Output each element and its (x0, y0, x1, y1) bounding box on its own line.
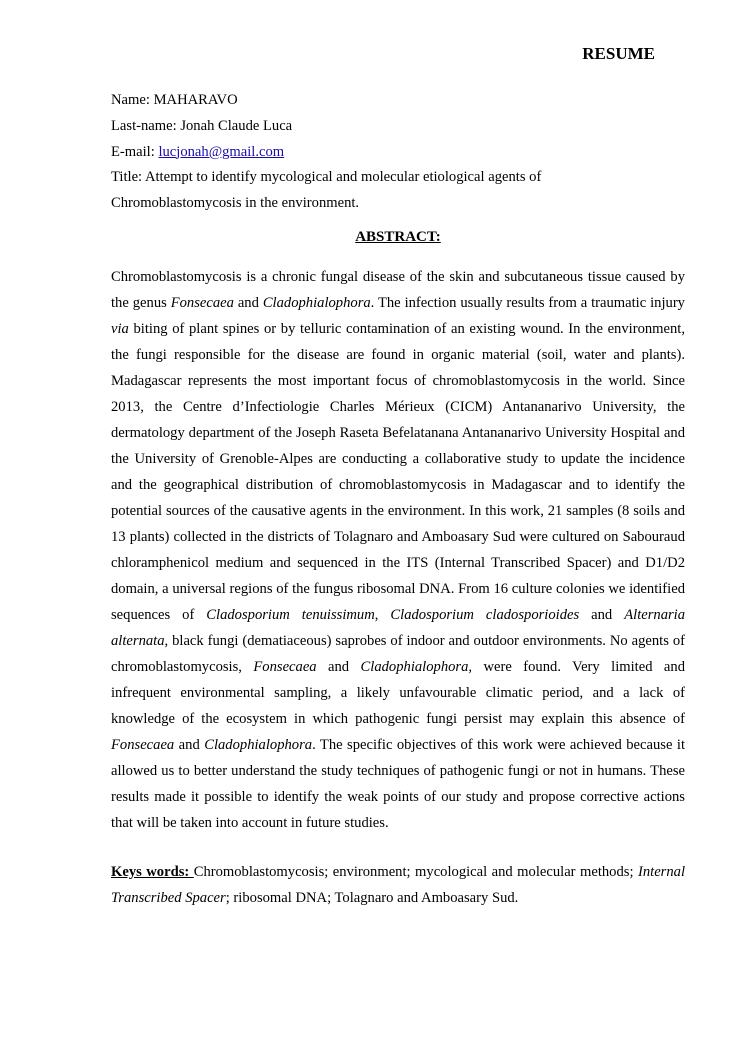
abstract-text: . The infection usually results from a traumatic injury (370, 295, 685, 311)
name-value: MAHARAVO (153, 92, 238, 108)
genus-name: Cladophialophora (204, 737, 313, 753)
abstract-heading: ABSTRACT: (355, 229, 441, 245)
abstract-text: , black fungi (dematiaceous) saprobes of indoor and outdoor environments. No agents of chromoblastomycosis, (111, 633, 685, 675)
abstract-paragraph (111, 264, 685, 836)
abstract-text: Chromoblastomycosis is a chronic fungal disease of the skin and subcutaneous tissue caused by the genus (111, 269, 685, 311)
genus-name: Cladophialophora (262, 295, 371, 311)
abstract-text: and (174, 737, 205, 753)
abstract-text: and (233, 295, 263, 311)
keywords-text: ; ribosomal DNA; Tolagnaro and Amboasary Sud. (225, 890, 519, 906)
abstract-text: . The specific objectives of this work were achieved because it allowed us to better understand the study techniques of pathogenic fungi or not in humans. These results made it possible to identify the weak points of our study and propose corrective actions that will be taken into account in future studies. (111, 737, 685, 831)
title-line-continued: Chromoblastomycosis in the environment. (111, 195, 360, 212)
lastname-label: Last-name: (111, 117, 177, 134)
email-label: E-mail: (111, 143, 155, 160)
abstract-text: biting of plant spines or by telluric contamination of an existing wound. In the environment, the fungi responsible for the disease are found in organic material (soil, water and plants). Madagascar represents the most important focus of chromoblastomycosis in the world. Since 2013, the Centre d’Infectiologie Charles Mérieux (CICM) Antananarivo University, the dermatology department of the Joseph Raseta Befelatanana Antananarivo University Hospital and the University of Grenoble-Alpes are conducting a collaborative study to update the incidence and the geographical distribution of chromoblastomycosis in Madagascar and to identify the potential sources of the causative agents in the environment. In this work, 21 samples (8 soils and 13 plants) collected in the districts of Tolagnaro and Amboasary Sud were cultured on Sabouraud chloramphenicol medium and sequenced in the ITS (Internal Transcribed Spacer) and D1/D2 domain, a universal regions of the fungus ribosomal DNA. From 16 culture colonies we identified sequences of (111, 321, 685, 623)
genus-name: Fonsecaea (111, 737, 175, 753)
keywords-label: Keys words: (111, 864, 194, 880)
genus-name: Fonsecaea (170, 295, 234, 311)
keywords-text: Chromoblastomycosis; environment; mycological and molecular methods; (193, 864, 638, 880)
email-link[interactable]: lucjonah@gmail.com (158, 143, 285, 160)
title-line (111, 165, 691, 191)
lastname-value: Jonah Claude Luca (180, 117, 293, 134)
author-info (111, 88, 691, 217)
name-label: Name: (111, 92, 150, 108)
species-name: Cladosporium cladosporioides (390, 607, 580, 623)
title-label: Title: (111, 169, 143, 186)
species-name: Cladosporium tenuissimum (206, 607, 375, 623)
email-line (111, 140, 691, 166)
page-title: RESUME (582, 44, 655, 63)
species-name: Alternaria alternata (111, 607, 686, 649)
abstract-text: were found. Very limited and infrequent environmental sampling, a likely unfavourable climatic period, and a lack of knowledge of the ecosystem in which pathogenic fungi persist may explain this absence of (111, 659, 686, 727)
keywords-italic: Internal Transcribed Spacer (111, 864, 686, 906)
genus-name: Cladophialophora, (360, 659, 473, 675)
genus-name: Fonsecaea (253, 659, 317, 675)
lastname-line (111, 114, 691, 140)
latin-term: via (111, 321, 129, 337)
title-value: Attempt to identify mycological and molecular etiological agents of (144, 169, 542, 186)
abstract-text: and (316, 659, 361, 675)
keywords-section (111, 859, 685, 911)
abstract-text: , (374, 607, 391, 623)
abstract-text: and (579, 607, 625, 623)
name-line (111, 88, 691, 114)
